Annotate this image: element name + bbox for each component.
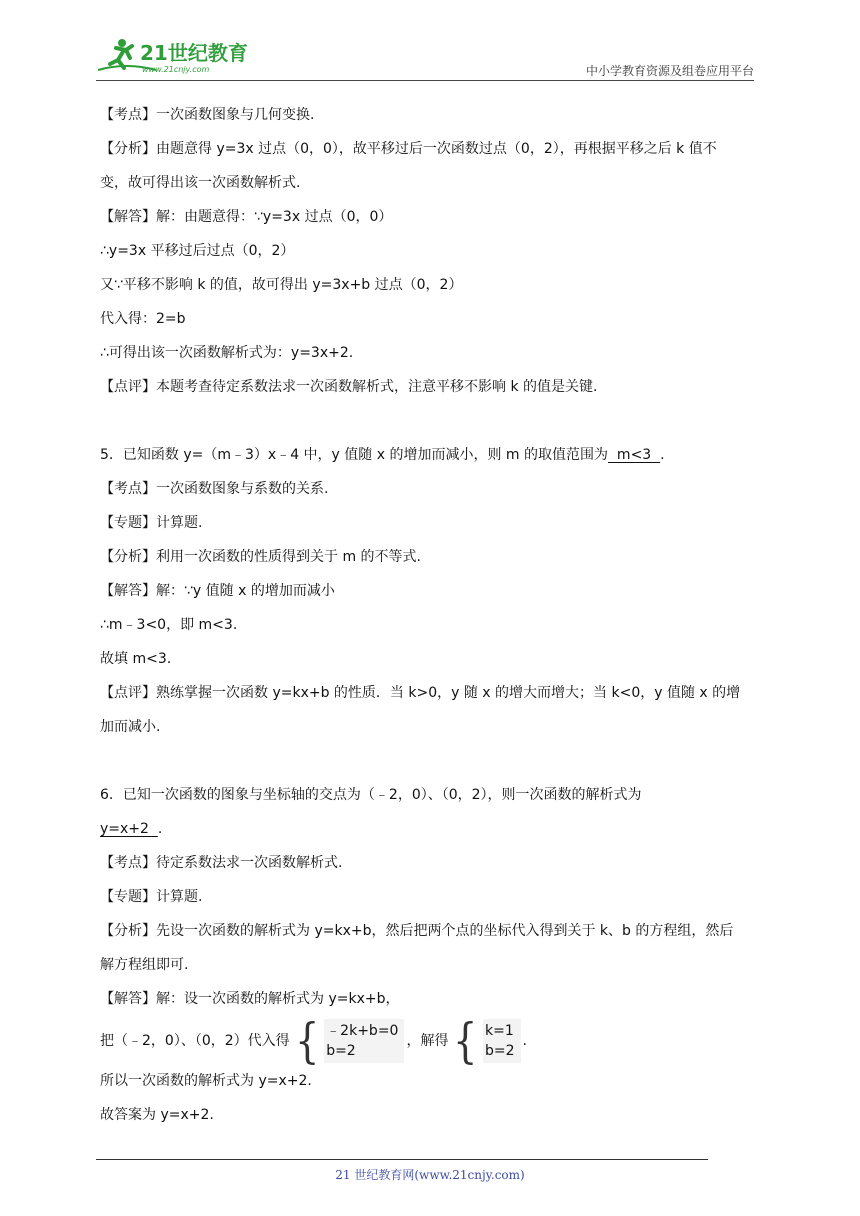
page-footer[interactable]: 21 世纪教育网(www.21cnjy.com) — [335, 1168, 525, 1182]
system2-eq1: k=1 — [485, 1023, 514, 1039]
document-body — [100, 98, 765, 1132]
q6-jieda-line3: 所以一次函数的解析式为 y=x+2. — [100, 1073, 312, 1089]
q4-jieda-line1: 【解答】解：由题意得：∵y=3x 过点（0，0） — [100, 209, 393, 225]
q4-fenxi-line2: 变，故可得出该一次函数解析式. — [100, 175, 301, 191]
spacer — [100, 744, 765, 778]
system2-eq2: b=2 — [485, 1043, 515, 1059]
equation-system-2 — [450, 1013, 520, 1069]
q6-answer-line — [100, 812, 765, 846]
brace-icon: { — [294, 1013, 320, 1069]
q5-kaodian: 【考点】一次函数图象与系数的关系. — [100, 481, 329, 497]
q6-fenxi-line2: 解方程组即可. — [100, 957, 189, 973]
q6-answer: y=x+2 — [100, 821, 158, 837]
q6-zhuanti: 【专题】计算题. — [100, 889, 203, 905]
page-header — [0, 0, 860, 82]
brace-icon: { — [453, 1013, 478, 1069]
q5-stem — [100, 438, 765, 472]
q5-dianping-line2: 加而减小. — [100, 719, 161, 735]
q4-fenxi-line1: 【分析】由题意得 y=3x 过点（0，0），故平移过后一次函数过点（0，2），再根据平移之后 k 值不 — [100, 141, 717, 157]
q4-jieda-line4: 代入得：2=b — [100, 311, 186, 327]
q6-kaodian: 【考点】待定系数法求一次函数解析式. — [100, 855, 343, 871]
q5-fenxi: 【分析】利用一次函数的性质得到关于 m 的不等式. — [100, 549, 421, 565]
svg-text:www.21cnjy.com: www.21cnjy.com — [142, 65, 210, 74]
q4-jieda-line2: ∴y=3x 平移过后过点（0，2） — [100, 243, 295, 259]
header-tagline: 中小学教育资源及组卷应用平台 — [585, 64, 754, 78]
q5-jieda-line2: ∴m﹣3<0，即 m<3. — [100, 617, 238, 633]
q5-stem-end: . — [660, 447, 665, 463]
logo-21cnjy — [96, 36, 256, 76]
system1-eq1: ﹣2k+b=0 — [326, 1023, 399, 1039]
q5-dianping-line1: 【点评】熟练掌握一次函数 y=kx+b 的性质．当 k>0，y 随 x 的增大而增大；当 k<0，y 值随 x 的增 — [100, 685, 741, 701]
equation-system-1 — [292, 1013, 405, 1069]
q5-jieda-line3: 故填 m<3. — [100, 651, 172, 667]
q6-jieda-line1: 【解答】解：设一次函数的解析式为 y=kx+b， — [100, 991, 400, 1007]
q5-stem-text: 5．已知函数 y=（m﹣3）x﹣4 中，y 值随 x 的增加而减小，则 m 的取值范围为 — [100, 447, 609, 463]
q6-jieda-substitute: 把（﹣2，0）、（0，2）代入得 — [100, 1033, 290, 1049]
q6-jieda-solve: ，解得 — [406, 1033, 449, 1049]
svg-text:21世纪教育: 21世纪教育 — [140, 41, 248, 65]
q6-jieda-line2 — [100, 1013, 765, 1069]
system1-eq2: b=2 — [326, 1043, 356, 1059]
q6-stem-end: . — [157, 821, 163, 837]
q4-dianping: 【点评】本题考查待定系数法求一次函数解析式，注意平移不影响 k 的值是关键. — [100, 379, 598, 395]
q6-jieda-line4: 故答案为 y=x+2. — [100, 1107, 214, 1123]
header-divider — [96, 80, 754, 81]
footer-divider — [96, 1159, 708, 1160]
q5-zhuanti: 【专题】计算题. — [100, 515, 203, 531]
q4-jieda-line5: ∴可得出该一次函数解析式为：y=3x+2. — [100, 345, 354, 361]
spacer — [100, 404, 765, 438]
q6-fenxi-line1: 【分析】先设一次函数的解析式为 y=kx+b，然后把两个点的坐标代入得到关于 k、b 的方程组，然后 — [100, 923, 734, 939]
q6-jieda-end: . — [522, 1033, 527, 1049]
q5-answer: m<3 — [608, 447, 661, 463]
q4-kaodian: 【考点】一次函数图象与几何变换. — [100, 107, 315, 123]
q6-stem: 6．已知一次函数的图象与坐标轴的交点为（﹣2，0）、（0，2），则一次函数的解析式为 — [100, 787, 642, 803]
q4-jieda-line3: 又∵平移不影响 k 的值，故可得出 y=3x+b 过点（0，2） — [100, 277, 463, 293]
q5-jieda-line1: 【解答】解：∵y 值随 x 的增加而减小 — [100, 583, 335, 599]
